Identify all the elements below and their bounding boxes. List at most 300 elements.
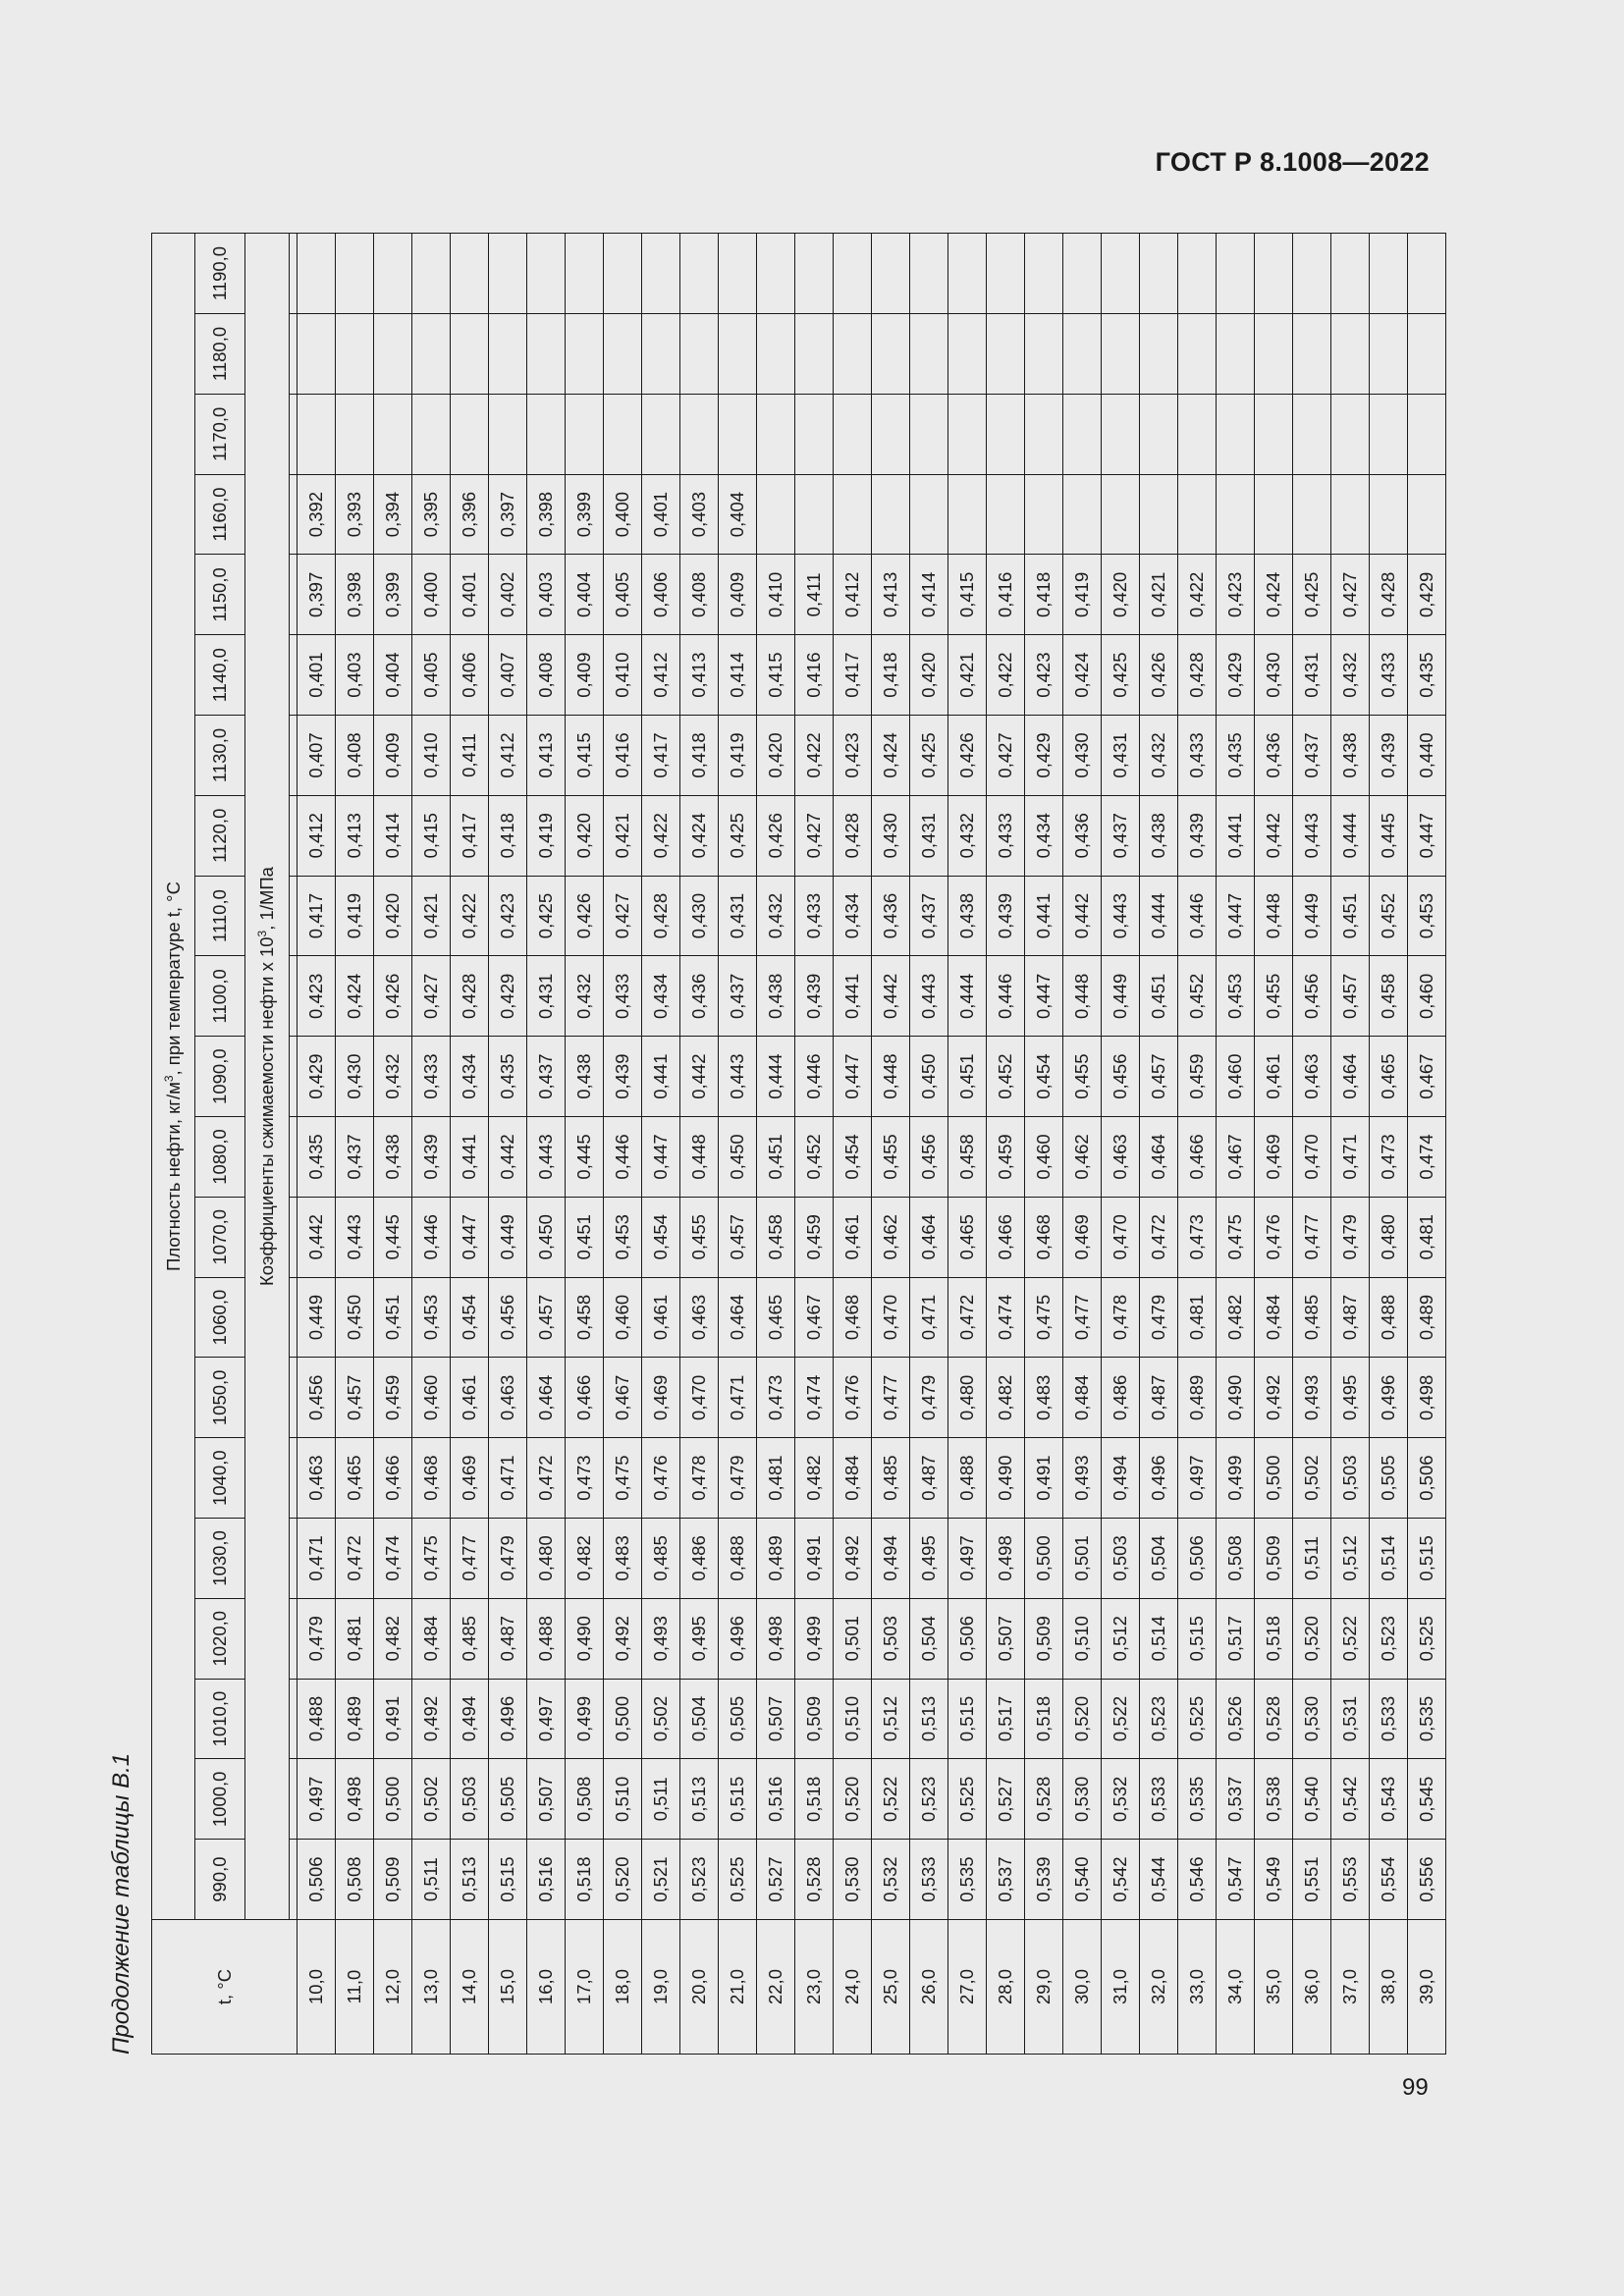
coefficient-cell: [489, 394, 527, 474]
coefficient-cell: 0,511: [642, 1759, 680, 1840]
coefficient-cell: 0,504: [910, 1598, 948, 1679]
coefficient-cell: 0,451: [374, 1277, 412, 1358]
coefficient-cell: [604, 314, 642, 395]
header-gap-cell: [290, 956, 298, 1037]
density-column-header: 990,0: [195, 1840, 245, 1920]
coefficient-cell: 0,422: [642, 795, 680, 876]
coefficient-cell: 0,503: [1331, 1438, 1370, 1519]
coefficient-cell: [719, 234, 757, 314]
temperature-cell: 28,0: [987, 1920, 1025, 2055]
table-row: [872, 234, 910, 2055]
coefficient-cell: 0,466: [374, 1438, 412, 1519]
coefficient-cell: [795, 394, 834, 474]
coefficient-cell: [1063, 234, 1102, 314]
density-column-header: 1130,0: [195, 716, 245, 796]
coefficient-cell: 0,500: [604, 1679, 642, 1759]
coefficient-cell: 0,433: [412, 1037, 451, 1117]
coefficient-cell: 0,446: [795, 1037, 834, 1117]
coefficient-cell: 0,422: [1178, 555, 1217, 635]
coefficient-cell: 0,443: [719, 1037, 757, 1117]
table-row: [604, 234, 642, 2055]
coefficient-cell: 0,448: [1255, 876, 1293, 956]
coefficient-cell: 0,435: [1408, 635, 1446, 716]
coefficient-cell: [1408, 394, 1446, 474]
coefficient-cell: 0,396: [451, 474, 489, 555]
coefficient-cell: 0,484: [1063, 1358, 1102, 1438]
temperature-cell: 37,0: [1331, 1920, 1370, 2055]
coefficient-cell: 0,542: [1331, 1759, 1370, 1840]
density-column-header: 1000,0: [195, 1759, 245, 1840]
coefficient-cell: 0,481: [1408, 1197, 1446, 1277]
coefficient-cell: 0,452: [1370, 876, 1408, 956]
coefficient-cell: [1217, 474, 1255, 555]
coefficient-cell: 0,417: [642, 716, 680, 796]
coefficient-cell: 0,437: [1293, 716, 1331, 796]
header-gap-cell: [290, 876, 298, 956]
coefficient-cell: 0,477: [1293, 1197, 1331, 1277]
coefficient-cell: 0,482: [987, 1358, 1025, 1438]
coefficient-header-sup: 3: [254, 930, 269, 937]
coefficient-cell: [1217, 394, 1255, 474]
coefficient-cell: 0,490: [1217, 1358, 1255, 1438]
coefficient-cell: 0,515: [489, 1840, 527, 1920]
coefficient-cell: 0,447: [1025, 956, 1063, 1037]
coefficient-cell: 0,456: [1102, 1037, 1140, 1117]
coefficient-cell: 0,490: [566, 1598, 604, 1679]
coefficient-cell: 0,484: [834, 1438, 872, 1519]
coefficient-cell: 0,461: [1255, 1037, 1293, 1117]
coefficient-cell: 0,423: [298, 956, 336, 1037]
table-row: [1255, 234, 1293, 2055]
coefficient-cell: 0,475: [412, 1519, 451, 1599]
coefficient-cell: 0,471: [489, 1438, 527, 1519]
coefficient-cell: 0,525: [948, 1759, 987, 1840]
density-column-header: 1110,0: [195, 876, 245, 956]
coefficient-cell: 0,439: [987, 876, 1025, 956]
coefficient-cell: 0,507: [527, 1759, 566, 1840]
coefficient-cell: 0,468: [1025, 1197, 1063, 1277]
coefficient-cell: [642, 234, 680, 314]
coefficient-cell: [642, 314, 680, 395]
coefficient-cell: 0,425: [1102, 635, 1140, 716]
coefficient-cell: 0,417: [451, 795, 489, 876]
coefficient-cell: 0,472: [527, 1438, 566, 1519]
coefficient-cell: 0,537: [987, 1840, 1025, 1920]
coefficient-cell: 0,408: [527, 635, 566, 716]
coefficient-cell: 0,458: [757, 1197, 795, 1277]
coefficient-cell: 0,511: [1293, 1519, 1331, 1599]
coefficient-cell: 0,472: [948, 1277, 987, 1358]
coefficient-cell: [1025, 394, 1063, 474]
coefficient-cell: 0,457: [719, 1197, 757, 1277]
coefficient-cell: 0,460: [604, 1277, 642, 1358]
coefficient-cell: 0,488: [1370, 1277, 1408, 1358]
coefficient-cell: 0,441: [834, 956, 872, 1037]
coefficient-cell: 0,488: [527, 1598, 566, 1679]
table-row: [1331, 234, 1370, 2055]
coefficient-cell: 0,503: [872, 1598, 910, 1679]
coefficient-cell: 0,421: [604, 795, 642, 876]
coefficient-cell: 0,475: [1025, 1277, 1063, 1358]
coefficient-cell: 0,425: [910, 716, 948, 796]
coefficient-cell: 0,424: [680, 795, 719, 876]
coefficient-cell: 0,416: [987, 555, 1025, 635]
coefficient-cell: 0,506: [298, 1840, 336, 1920]
density-header: [152, 234, 195, 1920]
coefficient-cell: [948, 314, 987, 395]
coefficient-cell: 0,553: [1331, 1840, 1370, 1920]
coefficient-cell: 0,480: [527, 1519, 566, 1599]
table-row: [795, 234, 834, 2055]
coefficient-cell: 0,429: [1217, 635, 1255, 716]
coefficient-cell: [1178, 474, 1217, 555]
coefficient-cell: 0,433: [795, 876, 834, 956]
coefficient-cell: 0,474: [374, 1519, 412, 1599]
coefficient-cell: 0,472: [1140, 1197, 1178, 1277]
temperature-cell: 12,0: [374, 1920, 412, 2055]
coefficient-cell: 0,474: [987, 1277, 1025, 1358]
coefficient-cell: 0,404: [719, 474, 757, 555]
coefficient-cell: [1370, 234, 1408, 314]
coefficient-cell: 0,431: [527, 956, 566, 1037]
coefficient-cell: 0,488: [298, 1679, 336, 1759]
header-gap-cell: [290, 555, 298, 635]
coefficient-cell: 0,420: [1102, 555, 1140, 635]
coefficient-cell: 0,426: [1140, 635, 1178, 716]
coefficient-cell: 0,439: [412, 1117, 451, 1198]
coefficient-cell: 0,509: [374, 1840, 412, 1920]
coefficient-cell: 0,405: [604, 555, 642, 635]
table-row: [1140, 234, 1178, 2055]
coefficient-cell: [757, 314, 795, 395]
coefficient-cell: 0,443: [336, 1197, 374, 1277]
coefficient-cell: 0,463: [1293, 1037, 1331, 1117]
coefficient-cell: 0,470: [872, 1277, 910, 1358]
coefficient-cell: 0,479: [910, 1358, 948, 1438]
temperature-cell: 10,0: [298, 1920, 336, 2055]
coefficient-cell: 0,488: [719, 1519, 757, 1599]
coefficient-cell: [872, 394, 910, 474]
coefficient-cell: 0,478: [680, 1438, 719, 1519]
coefficient-cell: [948, 394, 987, 474]
coefficient-cell: 0,405: [412, 635, 451, 716]
coefficient-cell: 0,467: [1217, 1117, 1255, 1198]
coefficient-cell: 0,399: [566, 474, 604, 555]
coefficient-cell: [1370, 394, 1408, 474]
coefficient-cell: [1140, 314, 1178, 395]
coefficient-cell: 0,423: [489, 876, 527, 956]
coefficient-cell: 0,447: [451, 1197, 489, 1277]
coefficient-cell: 0,487: [489, 1598, 527, 1679]
coefficient-cell: [1331, 314, 1370, 395]
coefficient-cell: 0,438: [566, 1037, 604, 1117]
coefficient-cell: 0,518: [1255, 1598, 1293, 1679]
coefficient-cell: 0,432: [1140, 716, 1178, 796]
coefficient-cell: 0,447: [642, 1117, 680, 1198]
coefficient-cell: 0,505: [489, 1759, 527, 1840]
coefficient-cell: 0,533: [910, 1840, 948, 1920]
coefficient-cell: 0,437: [336, 1117, 374, 1198]
coefficient-cell: [1331, 234, 1370, 314]
coefficient-cell: 0,429: [1408, 555, 1446, 635]
coefficient-cell: 0,418: [680, 716, 719, 796]
coefficient-cell: 0,425: [1293, 555, 1331, 635]
coefficient-cell: 0,500: [1025, 1519, 1063, 1599]
table-row: [1178, 234, 1217, 2055]
coefficient-cell: 0,498: [1408, 1358, 1446, 1438]
coefficient-cell: 0,473: [566, 1438, 604, 1519]
coefficient-cell: [834, 474, 872, 555]
coefficient-cell: 0,498: [336, 1759, 374, 1840]
coefficient-cell: 0,487: [1331, 1277, 1370, 1358]
coefficient-cell: [1293, 394, 1331, 474]
coefficient-cell: 0,466: [566, 1358, 604, 1438]
header-gap-cell: [290, 1438, 298, 1519]
coefficient-cell: 0,445: [1370, 795, 1408, 876]
coefficient-cell: 0,439: [1178, 795, 1217, 876]
table-caption: Продолжение таблицы В.1: [108, 1752, 135, 2055]
coefficient-cell: 0,481: [757, 1438, 795, 1519]
temperature-cell: 34,0: [1217, 1920, 1255, 2055]
coefficient-cell: [987, 474, 1025, 555]
coefficient-cell: 0,422: [987, 635, 1025, 716]
temperature-cell: 13,0: [412, 1920, 451, 2055]
temperature-cell: 15,0: [489, 1920, 527, 2055]
temperature-cell: 21,0: [719, 1920, 757, 2055]
coefficient-cell: 0,494: [1102, 1438, 1140, 1519]
coefficient-cell: 0,418: [1025, 555, 1063, 635]
coefficient-cell: [336, 314, 374, 395]
header-gap-row: [290, 234, 298, 2055]
coefficient-cell: 0,520: [834, 1759, 872, 1840]
coefficient-cell: 0,497: [527, 1679, 566, 1759]
coefficient-cell: 0,523: [1140, 1679, 1178, 1759]
coefficient-cell: [1331, 394, 1370, 474]
coefficient-cell: 0,494: [451, 1679, 489, 1759]
coefficient-cell: 0,449: [1293, 876, 1331, 956]
coefficient-cell: [298, 314, 336, 395]
coefficient-cell: 0,467: [604, 1358, 642, 1438]
coefficient-cell: 0,402: [489, 555, 527, 635]
coefficient-cell: 0,505: [719, 1679, 757, 1759]
coefficient-cell: 0,458: [1370, 956, 1408, 1037]
coefficient-header-post: , 1/МПа: [256, 867, 277, 931]
coefficient-cell: [1102, 234, 1140, 314]
coefficient-cell: 0,410: [604, 635, 642, 716]
coefficient-cell: 0,489: [1178, 1358, 1217, 1438]
table-row: [527, 234, 566, 2055]
coefficient-cell: [1217, 314, 1255, 395]
coefficient-cell: 0,427: [604, 876, 642, 956]
coefficient-cell: 0,527: [987, 1759, 1025, 1840]
coefficient-cell: 0,449: [1102, 956, 1140, 1037]
density-header-sup: 3: [161, 1075, 176, 1083]
coefficient-cell: 0,503: [451, 1759, 489, 1840]
coefficient-cell: 0,469: [642, 1358, 680, 1438]
coefficient-cell: 0,392: [298, 474, 336, 555]
coefficient-cell: 0,457: [527, 1277, 566, 1358]
coefficient-cell: 0,460: [1025, 1117, 1063, 1198]
coefficient-cell: 0,479: [1140, 1277, 1178, 1358]
coefficient-cell: 0,525: [1408, 1598, 1446, 1679]
coefficient-cell: [451, 394, 489, 474]
coefficient-cell: 0,515: [719, 1759, 757, 1840]
coefficient-cell: 0,475: [604, 1438, 642, 1519]
table-row: [566, 234, 604, 2055]
coefficient-cell: 0,515: [1178, 1598, 1217, 1679]
coefficient-cell: 0,409: [566, 635, 604, 716]
coefficient-cell: 0,454: [451, 1277, 489, 1358]
coefficient-cell: 0,453: [604, 1197, 642, 1277]
coefficient-cell: 0,455: [872, 1117, 910, 1198]
coefficient-cell: 0,466: [1178, 1117, 1217, 1198]
coefficient-cell: 0,498: [757, 1598, 795, 1679]
coefficient-cell: 0,510: [1063, 1598, 1102, 1679]
coefficient-cell: [527, 394, 566, 474]
header-gap-cell: [290, 1197, 298, 1277]
coefficient-cell: 0,477: [451, 1519, 489, 1599]
coefficient-cell: [1025, 474, 1063, 555]
coefficient-cell: 0,496: [1370, 1358, 1408, 1438]
coefficient-cell: 0,545: [1408, 1759, 1446, 1840]
coefficient-cell: 0,533: [1140, 1759, 1178, 1840]
coefficient-cell: 0,433: [604, 956, 642, 1037]
coefficient-cell: 0,454: [834, 1117, 872, 1198]
coefficient-cell: 0,437: [910, 876, 948, 956]
header-gap-cell: [290, 1840, 298, 1920]
coefficient-cell: 0,457: [336, 1358, 374, 1438]
coefficient-cell: 0,419: [527, 795, 566, 876]
coefficient-cell: 0,462: [1063, 1117, 1102, 1198]
coefficient-cell: [298, 234, 336, 314]
temperature-cell: 18,0: [604, 1920, 642, 2055]
coefficient-cell: 0,518: [566, 1840, 604, 1920]
coefficient-cell: 0,417: [834, 635, 872, 716]
coefficient-cell: 0,403: [336, 635, 374, 716]
table-row: [642, 234, 680, 2055]
table-row: [374, 234, 412, 2055]
coefficient-cell: 0,511: [412, 1840, 451, 1920]
coefficient-cell: 0,513: [910, 1679, 948, 1759]
coefficient-cell: 0,423: [1025, 635, 1063, 716]
coefficient-cell: 0,455: [680, 1197, 719, 1277]
coefficient-cell: 0,465: [757, 1277, 795, 1358]
density-column-header: 1070,0: [195, 1197, 245, 1277]
coefficient-cell: [1025, 314, 1063, 395]
coefficient-cell: 0,427: [412, 956, 451, 1037]
coefficient-cell: [1408, 314, 1446, 395]
coefficient-cell: 0,507: [987, 1598, 1025, 1679]
coefficient-cell: [1063, 314, 1102, 395]
coefficient-cell: [1293, 314, 1331, 395]
coefficient-cell: 0,427: [987, 716, 1025, 796]
coefficient-cell: 0,444: [1331, 795, 1370, 876]
coefficient-cell: 0,394: [374, 474, 412, 555]
coefficient-cell: 0,476: [834, 1358, 872, 1438]
coefficient-cell: 0,479: [1331, 1197, 1370, 1277]
coefficient-cell: [1140, 394, 1178, 474]
coefficient-cell: 0,544: [1140, 1840, 1178, 1920]
coefficient-cell: 0,434: [642, 956, 680, 1037]
density-column-header: 1180,0: [195, 314, 245, 395]
coefficient-cell: 0,453: [412, 1277, 451, 1358]
coefficient-cell: 0,528: [1025, 1759, 1063, 1840]
coefficient-cell: 0,465: [1370, 1037, 1408, 1117]
coefficient-cell: [910, 314, 948, 395]
density-column-header: 1080,0: [195, 1117, 245, 1198]
coefficient-cell: 0,419: [719, 716, 757, 796]
header-gap-cell: [290, 1117, 298, 1198]
coefficient-cell: 0,397: [298, 555, 336, 635]
density-column-header: 1140,0: [195, 635, 245, 716]
coefficient-cell: [336, 234, 374, 314]
coefficient-cell: 0,532: [1102, 1759, 1140, 1840]
coefficient-cell: [642, 394, 680, 474]
density-column-header: 1150,0: [195, 555, 245, 635]
coefficient-cell: 0,435: [1217, 716, 1255, 796]
coefficient-cell: 0,551: [1293, 1840, 1331, 1920]
coefficient-cell: 0,512: [872, 1679, 910, 1759]
coefficient-cell: 0,432: [948, 795, 987, 876]
coefficient-cell: 0,479: [489, 1519, 527, 1599]
coefficient-cell: 0,448: [1063, 956, 1102, 1037]
coefficient-cell: 0,397: [489, 474, 527, 555]
t-column-header: [152, 1920, 298, 2055]
coefficient-cell: 0,435: [298, 1117, 336, 1198]
coefficient-cell: 0,508: [336, 1840, 374, 1920]
header-gap-cell: [290, 1679, 298, 1759]
coefficient-cell: [872, 234, 910, 314]
coefficient-cell: 0,455: [1255, 956, 1293, 1037]
temperature-cell: 39,0: [1408, 1920, 1446, 2055]
coefficient-cell: 0,403: [527, 555, 566, 635]
coefficient-cell: 0,477: [872, 1358, 910, 1438]
coefficient-cell: 0,479: [298, 1598, 336, 1679]
coefficient-cell: 0,497: [948, 1519, 987, 1599]
coefficient-cell: 0,429: [489, 956, 527, 1037]
coefficient-cell: 0,518: [1025, 1679, 1063, 1759]
coefficient-cell: 0,404: [566, 555, 604, 635]
coefficient-cell: 0,446: [1178, 876, 1217, 956]
coefficient-cell: [987, 234, 1025, 314]
header-gap-cell: [290, 1358, 298, 1438]
coefficient-cell: 0,436: [680, 956, 719, 1037]
coefficient-cell: 0,515: [948, 1679, 987, 1759]
temperature-cell: 14,0: [451, 1920, 489, 2055]
coefficient-cell: 0,470: [1102, 1197, 1140, 1277]
coefficient-cell: 0,450: [336, 1277, 374, 1358]
coefficient-cell: 0,417: [298, 876, 336, 956]
header-gap-cell: [290, 394, 298, 474]
table-row: [1217, 234, 1255, 2055]
coefficient-cell: 0,492: [604, 1598, 642, 1679]
coefficient-cell: [1025, 234, 1063, 314]
temperature-cell: 35,0: [1255, 1920, 1293, 2055]
coefficient-cell: 0,469: [1063, 1197, 1102, 1277]
coefficient-cell: [834, 314, 872, 395]
coefficient-cell: 0,471: [910, 1277, 948, 1358]
coefficient-cell: 0,451: [1140, 956, 1178, 1037]
coefficient-cell: [719, 394, 757, 474]
table-body: [298, 234, 1446, 2055]
coefficient-cell: 0,495: [680, 1598, 719, 1679]
coefficient-cell: 0,493: [1293, 1358, 1331, 1438]
table-row: [1025, 234, 1063, 2055]
coefficient-cell: 0,438: [948, 876, 987, 956]
temperature-cell: 36,0: [1293, 1920, 1331, 2055]
density-column-header: 1050,0: [195, 1358, 245, 1438]
coefficient-cell: 0,489: [336, 1679, 374, 1759]
